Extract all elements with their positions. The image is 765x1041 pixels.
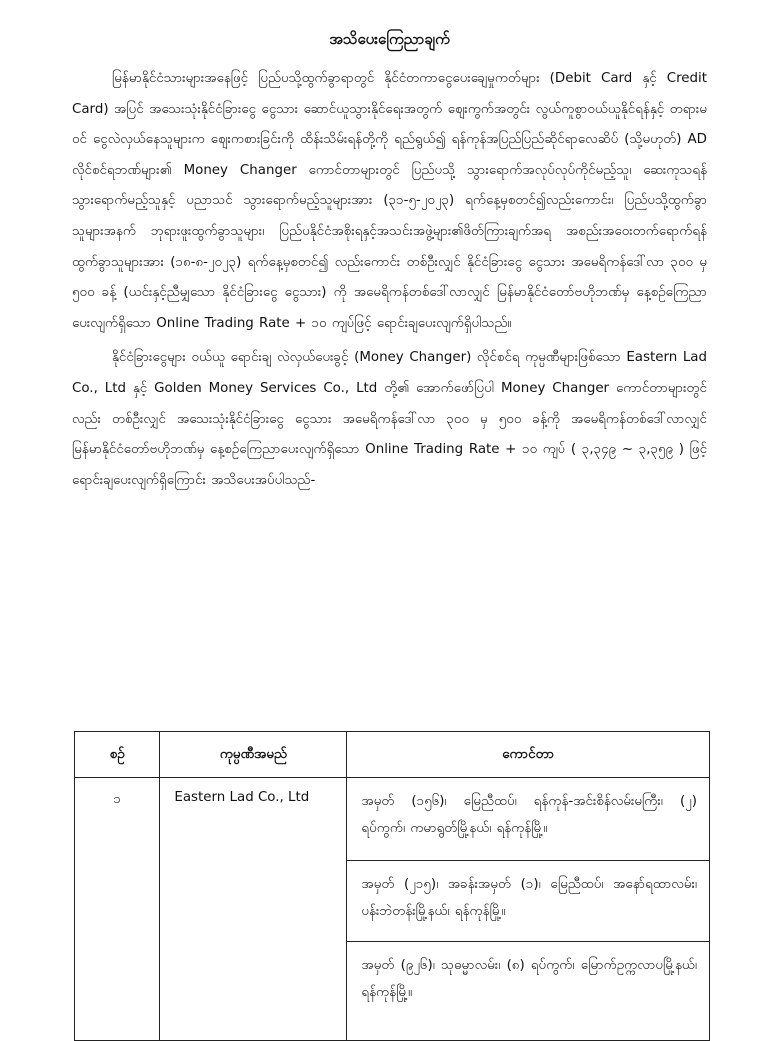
serial-cell: ၁ (75, 778, 160, 1041)
counter-address-cell: အမှတ် (၉၂၆)၊ သုဓမ္မာလမ်း၊ (၈) ရပ်ကွက်၊ မြောက်ဥက္ကလာပမြို့နယ်၊ ရန်ကုန်မြို့။ (347, 942, 710, 1041)
header-company: ကုမ္ပဏီအမည် (160, 732, 347, 778)
header-counter: ကောင်တာ (347, 732, 710, 778)
company-cell: Eastern Lad Co., Ltd (160, 778, 347, 1041)
counter-address-cell: အမှတ် (၂၁၅)၊ အခန်းအမှတ် (၁)၊ မြေညီထပ်၊ အနော်ရထာလမ်း၊ ပန်းဘဲတန်းမြို့နယ်၊ ရန်ကုန်မြို့။ (347, 861, 710, 942)
paragraph-2: နိုင်ငံခြားငွေများ ဝယ်ယူ ရောင်းချ လဲလှယ်ပေးခွင့် (Money Changer) လိုင်စင်ရ ကုမ္ပဏီများဖြစ်သော Eastern Lad Co., Ltd နှင့် Golden Money Services Co., Ltd တို့၏ အောက်ဖော်ပြပါ Money Changer ကောင်တာများတွင်လည်း တစ်ဦးလျှင် အသေးသုံးနိုင်ငံခြားငွေ ငွေသား အမေရိကန်ဒေါ်လာ ၃၀၀ မှ ၅၀၀ ခန့်ကို အမေရိကန်တစ်ဒေါ်လာလျှင် မြန်မာနိုင်ငံတော်ဗဟိုဘဏ်မှ နေ့စဉ်ကြေညာပေးလျက်ရှိသော Online Trading Rate + ၁၀ ကျပ် ( ၃,၃၄၉ ~ ၃,၃၅၉ ) ဖြင့် ရောင်းချပေးလျက်ရှိကြောင်း အသိပေးအပ်ပါသည်- (72, 350, 707, 488)
document-title: အသိပေးကြေညာချက် (329, 30, 450, 48)
header-serial: စဉ် (75, 732, 160, 778)
paragraph-1: မြန်မာနိုင်ငံသားများအနေဖြင့် ပြည်ပသို့ထွက်ခွာရာတွင် နိုင်ငံတကာငွေပေးချေမှုကတ်များ (Debit Card နှင့် Credit Card) အပြင် အသေးသုံးနိုင်ငံခြားငွေ ငွေသား ဆောင်ယူသွားနိုင်ရေးအတွက် ဈေးကွက်အတွင်း လွယ်ကူစွာဝယ်ယူနိုင်ရန်နှင့် တရားမဝင် ငွေလဲလှယ်နေသူများက ဈေးကစားခြင်းကို ထိန်းသိမ်းရန်တို့ကို ရည်ရွယ်၍ ရန်ကုန်အပြည်ပြည်ဆိုင်ရာလေဆိပ် (သို့မဟုတ်) AD လိုင်စင်ရဘဏ်များ၏ Money Changer ကောင်တာများတွင် ပြည်ပသို့ သွားရောက်အလုပ်လုပ်ကိုင်မည့်သူ၊ ဆေးကုသရန်သွားရောက်မည့်သူနှင့် ပညာသင် သွားရောက်မည့်သူများအား (၃၁-၅-၂၀၂၃) ရက်နေ့မှစတင်၍လည်းကောင်း၊ ပြည်ပသို့ထွက်ခွာသူများအနက် ဘုရားဖူးထွက်ခွာသူများ၊ ပြည်ပနိုင်ငံအစိုးရနှင့်အသင်းအဖွဲ့များ၏ဖိတ်ကြားချက်အရ အစည်းအဝေးတက်ရောက်ရန် ထွက်ခွာသူများအား (၁၈-၈-၂၀၂၃) ရက်နေ့မှစတင်၍ လည်းကောင်း တစ်ဦးလျှင် နိုင်ငံခြားငွေ ငွေသား အမေရိကန်ဒေါ်လာ ၃၀၀ မှ ၅၀၀ ခန့် (ယင်းနှင့်ညီမျှသော နိုင်ငံခြားငွေ ငွေသား) ကို အမေရိကန်တစ်ဒေါ်လာလျှင် မြန်မာနိုင်ငံတော်ဗဟိုဘဏ်မှ နေ့စဉ်ကြေညာပေးလျက်ရှိသော Online Trading Rate + ၁၀ ကျပ်ဖြင့် ရောင်းချပေးလျက်ရှိပါသည်။ (72, 71, 707, 331)
table-row (75, 778, 710, 861)
counter-address-cell: အမှတ် (၁၅၆)၊ မြေညီထပ်၊ ရန်ကုန်-အင်းစိန်လမ်းမကြီး၊ (၂) ရပ်ကွက်၊ ကမာရွတ်မြို့နယ်၊ ရန်ကုန်မြို့။ (347, 778, 710, 861)
money-changer-table (74, 731, 710, 1041)
table-header-row (75, 732, 710, 778)
